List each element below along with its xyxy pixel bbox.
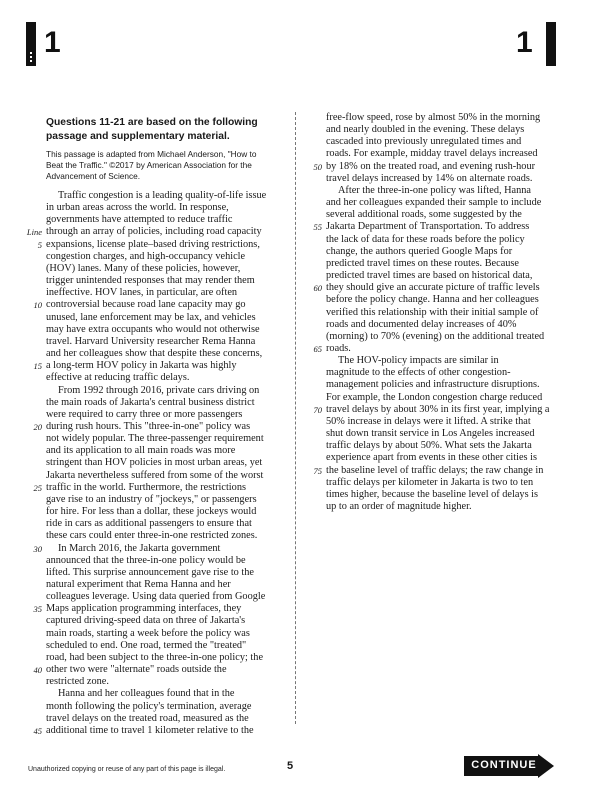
line-text: From 1992 through 2016, private cars driving on: [58, 384, 260, 396]
line-text: up to an order of magnitude higher.: [326, 501, 472, 512]
passage-line: [326, 209, 558, 221]
passage-line: [313, 342, 558, 355]
passage-line: [46, 628, 274, 640]
line-text: In March 2016, the Jakarta government: [58, 542, 221, 554]
passage-line: [33, 542, 274, 555]
line-number: 25: [33, 482, 42, 493]
passage-line: [33, 299, 274, 311]
passage-citation: This passage is adapted from Michael Anderson, "How to Beat the Traffic." ©2017 by American Association for the Advancement of Science.: [46, 149, 257, 181]
passage-line: [46, 579, 274, 591]
passage-line: [326, 258, 558, 270]
passage-line: [46, 591, 274, 603]
passage-lines-left: [26, 190, 274, 737]
line-text: by 18% on the treated road, and evening rush-hour: [326, 160, 536, 172]
line-text: Hanna and her colleagues found that in the: [58, 688, 235, 700]
line-text: management policies and infrastructure disruptions.: [326, 379, 540, 391]
line-text: main roads, starting a week before the policy was: [46, 627, 250, 639]
line-text: effective at reducing traffic delays.: [46, 372, 190, 384]
line-text: After the three-in-one policy was lifted, Hanna: [338, 184, 531, 196]
passage-line: [313, 221, 558, 233]
line-text: Jakarta Department of Transportation. To address: [326, 221, 530, 233]
line-text: predicted travel times are based on historical data,: [326, 270, 533, 282]
line-text: in urban areas across the world. In response,: [46, 202, 229, 214]
line-text: predicted travel times on these routes. Because: [326, 257, 519, 269]
line-text: expansions, license plate–based driving restrictions,: [46, 238, 260, 250]
line-number: 55: [313, 222, 322, 233]
line-number: 20: [33, 421, 42, 432]
line-number: 15: [33, 361, 42, 372]
line-text: ineffective. HOV lanes, in particular, are often: [46, 287, 238, 299]
line-text: gave rise to an industry of "jockeys," or passengers: [46, 493, 257, 505]
passage-line: [326, 452, 558, 464]
line-number: 75: [313, 465, 322, 476]
passage-line: [326, 136, 558, 148]
passage-line: [46, 287, 274, 299]
line-text: cascaded into previously unregulated times and: [326, 136, 522, 148]
passage-line: [46, 385, 274, 397]
line-text: before the policy change. Hanna and her colleagues: [326, 294, 539, 306]
line-number: 40: [33, 665, 42, 676]
line-number: 45: [33, 725, 42, 736]
passage-line: [313, 282, 558, 294]
passage-line: [37, 238, 274, 251]
line-number: 70: [313, 404, 322, 415]
line-text: travel delays increased by 14% on alternate roads.: [326, 172, 533, 184]
line-number: 65: [313, 343, 322, 354]
line-text: Jakarta nevertheless suffered from some of the worst: [46, 469, 264, 481]
line-text: traffic delays per kilometer in Jakarta is two to ten: [326, 476, 534, 488]
line-text: the lack of data for these roads before the policy: [326, 233, 525, 245]
section-marker-bar-right: [546, 22, 556, 66]
passage-line: [326, 246, 558, 258]
line-text: Maps application programming interfaces, they: [46, 603, 242, 615]
line-text: and its application to all main roads was more: [46, 445, 236, 457]
passage-column-left: [26, 116, 274, 737]
passage-lines-right: [313, 112, 558, 513]
line-number: 10: [33, 300, 42, 311]
line-text: were required to carry three or more passengers: [46, 408, 243, 420]
passage-line: [313, 160, 558, 173]
passage-line: [46, 433, 274, 445]
continue-button[interactable]: [464, 754, 556, 778]
line-text: announced that the three-in-one policy would be: [46, 554, 246, 566]
line-text: road, had been subject to the three-in-one policy; the: [46, 651, 264, 663]
passage-line: [326, 197, 558, 209]
line-text: controversial because road lane capacity may go: [46, 299, 246, 311]
passage-line: [326, 331, 558, 343]
line-text: unused, lane enforcement may be lax, and vehicles: [46, 311, 256, 323]
line-text: times higher, because the baseline level of delays is: [326, 488, 539, 500]
section-number-left: 1: [44, 26, 61, 59]
passage-line: [33, 664, 274, 676]
line-text: experience apart from events in these other cities is: [326, 452, 538, 464]
passage-line: [326, 367, 558, 379]
passage-line: [326, 440, 558, 452]
passage-line: [46, 567, 274, 579]
line-text: roads and documented delay increases of 40%: [326, 318, 517, 330]
line-text: and her colleagues expanded their sample to include: [326, 197, 542, 209]
passage-line: [46, 348, 274, 360]
line-text: traffic in the world. Furthermore, the restrictions: [46, 481, 246, 493]
passage-line: [46, 312, 274, 324]
passage-line: [46, 676, 274, 688]
line-text: ride in cars as additional passengers to ensure that: [46, 518, 252, 530]
passage-line: [313, 403, 558, 416]
line-number: 50: [313, 161, 322, 172]
line-text: governments have attempted to reduce traffic: [46, 214, 233, 226]
line-text: verified this relationship with their initial sample of: [326, 306, 539, 318]
passage-line: [46, 713, 274, 725]
line-text: 50% increase in delays were it lifted. A strike that: [326, 415, 531, 427]
line-text: may have extra occupants who would not otherwise: [46, 323, 260, 335]
line-text: magnitude to the effects of other congestion-: [326, 367, 511, 379]
line-text: For example, the London congestion charge reduced: [326, 391, 543, 403]
line-text: traffic delays by about 50%. What sets the Jakarta: [326, 440, 532, 452]
line-text: during rush hours. This "three-in-one" policy was: [46, 420, 251, 432]
passage-line: [46, 506, 274, 518]
passage-line: [46, 494, 274, 506]
line-number: 35: [33, 604, 42, 615]
section-marker-dots: [30, 52, 32, 62]
section-number-right: 1: [516, 26, 533, 59]
passage-line: [33, 360, 274, 372]
line-text: shut down transit service in Los Angeles increased: [326, 428, 535, 440]
passage-line: [326, 501, 558, 513]
passage-line: [326, 489, 558, 501]
line-text: trigger unintended responses that may render them: [46, 275, 255, 287]
passage-line: [326, 379, 558, 391]
line-number: 30: [33, 543, 42, 554]
passage-line: [326, 294, 558, 306]
line-text: through an array of policies, including road capacity: [46, 226, 262, 238]
line-text: roads. For example, midday travel delays increased: [326, 148, 538, 160]
passage-line: [326, 307, 558, 319]
passage-line: [46, 457, 274, 469]
line-text: and nearly doubled in the evening. These delays: [326, 124, 525, 136]
line-text: they should give an accurate picture of traffic levels: [326, 282, 540, 294]
line-text: scheduled to end. One road, termed the "treated": [46, 639, 247, 651]
passage-line: [326, 185, 558, 197]
passage-line: [46, 251, 274, 263]
line-text: not widely popular. The three-passenger requirement: [46, 433, 264, 445]
line-text: roads.: [326, 342, 351, 354]
passage-line: [326, 416, 558, 428]
passage-column-right: [313, 112, 558, 513]
passage-line: [46, 324, 274, 336]
passage-line: [33, 481, 274, 494]
line-text: several additional roads, some suggested by the: [326, 209, 522, 221]
line-text: (HOV) lanes. Many of these policies, however,: [46, 262, 241, 274]
passage-line: [46, 688, 274, 700]
line-text: other two were "alternate" roads outside the: [46, 664, 227, 676]
passage-line: [326, 355, 558, 367]
line-text: the main roads of Jakarta's central business district: [46, 396, 255, 408]
page-number: 5: [287, 760, 294, 772]
line-text: change, the authors queried Google Maps for: [326, 245, 513, 257]
passage-line: [326, 234, 558, 246]
passage-line: [46, 530, 274, 542]
line-text: month following the policy's termination, average: [46, 700, 252, 712]
line-text: natural experiment that Rema Hanna and her: [46, 579, 231, 590]
passage-line: [46, 445, 274, 457]
passage-line: [46, 470, 274, 482]
passage-line: [46, 214, 274, 226]
line-text: these cars could enter three-in-one restricted zones.: [46, 530, 258, 542]
passage-line: [46, 202, 274, 214]
passage-line: [46, 336, 274, 348]
passage-line: [326, 319, 558, 331]
line-text: Traffic congestion is a leading quality-of-life issue: [58, 190, 267, 201]
passage-line: [326, 428, 558, 440]
line-text: and her colleagues show that despite these concerns,: [46, 348, 263, 360]
line-text: colleagues leverage. Using data queried from Google: [46, 591, 266, 603]
line-text: (morning) to 70% (evening) on the additional treated: [326, 330, 545, 342]
passage-line: [26, 226, 274, 238]
line-text: congestion charges, and high-occupancy vehicle: [46, 250, 246, 262]
passage-line: [33, 420, 274, 433]
line-text: travel delays by about 30% in its first year, implying a: [326, 403, 550, 415]
line-number: 60: [313, 283, 322, 294]
line-text: a long-term HOV policy in Jakarta was highly: [46, 360, 237, 372]
line-text: stringent than HOV policies in most urban areas, yet: [46, 457, 263, 469]
passage-line: [46, 518, 274, 530]
passage-line: [326, 112, 558, 124]
passage-line: [46, 275, 274, 287]
passage-line: [326, 148, 558, 160]
line-text: travel. Harvard University researcher Rema Hanna: [46, 335, 256, 347]
line-text: for hire. For less than a dollar, these jockeys would: [46, 506, 257, 518]
line-number: 5: [37, 239, 42, 250]
copyright-notice: Unauthorized copying or reuse of any part of this page is illegal.: [28, 766, 226, 773]
passage-line: [326, 392, 558, 404]
passage-line: [326, 124, 558, 136]
passage-line: [46, 652, 274, 664]
line-text: lifted. This surprise announcement gave rise to the: [46, 566, 254, 578]
passage-line: [46, 397, 274, 409]
passage-line: [46, 615, 274, 627]
questions-heading: Questions 11-21 are based on the following passage and supplementary material.: [46, 117, 258, 142]
continue-label: CONTINUE: [471, 759, 537, 771]
column-divider: [295, 112, 296, 724]
passage-line: [46, 372, 274, 384]
passage-line: [46, 263, 274, 275]
passage-line: [326, 477, 558, 489]
line-text: travel delays on the treated road, measured as the: [46, 712, 249, 724]
line-text: free-flow speed, rose by almost 50% in the morning: [326, 112, 541, 123]
passage-line: [33, 724, 274, 737]
line-text: The HOV-policy impacts are similar in: [338, 355, 499, 367]
line-number: Line: [26, 227, 42, 238]
passage-line: [326, 173, 558, 185]
line-text: restricted zone.: [46, 676, 109, 688]
line-text: additional time to travel 1 kilometer relative to the: [46, 724, 254, 736]
passage-line: [46, 701, 274, 713]
passage-line: [46, 190, 274, 202]
passage-line: [313, 464, 558, 477]
passage-line: [46, 640, 274, 652]
passage-line: [33, 603, 274, 615]
line-text: the baseline level of traffic delays; the raw change in: [326, 464, 544, 476]
passage-line: [46, 409, 274, 421]
line-text: captured driving-speed data on three of Jakarta's: [46, 615, 246, 627]
passage-line: [326, 270, 558, 282]
passage-line: [46, 555, 274, 567]
